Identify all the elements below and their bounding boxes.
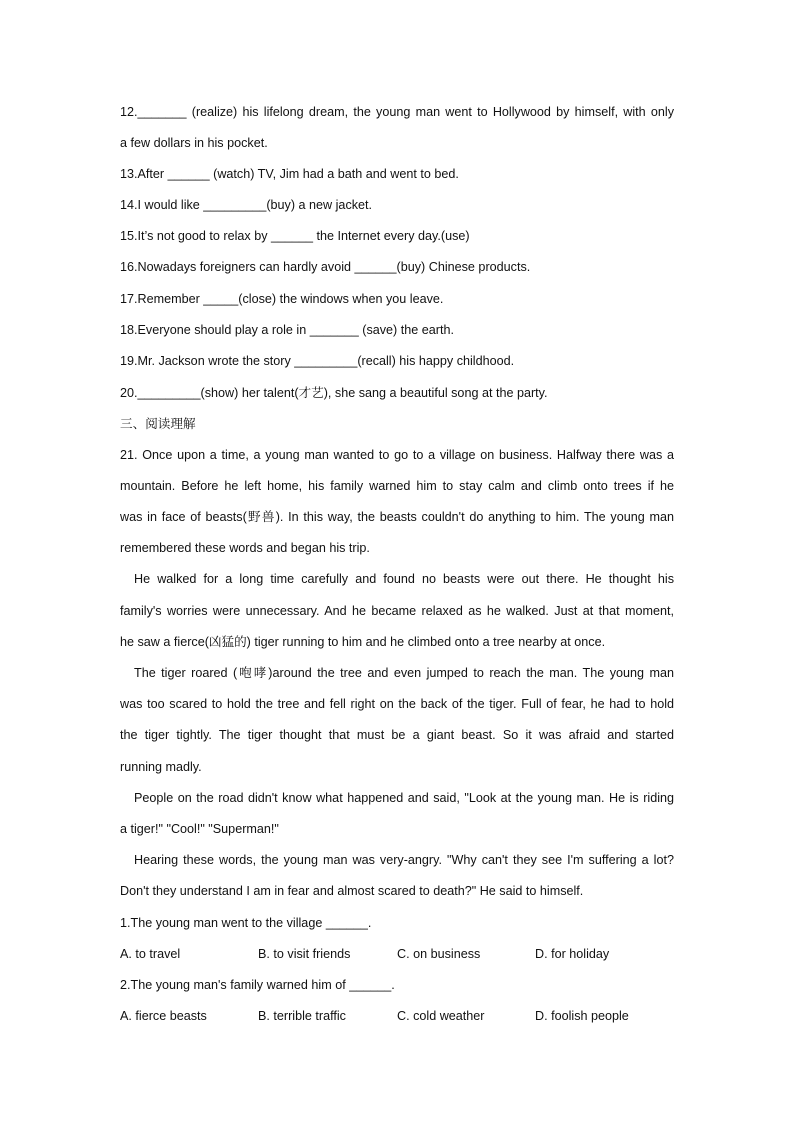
passage-line: the tiger tightly. The tiger thought that must be a giant beast. So it was afraid and started bbox=[120, 728, 674, 742]
question-12-line-2: a few dollars in his pocket. bbox=[120, 136, 268, 150]
question-16: 16.Nowadays foreigners can hardly avoid ______(buy) Chinese products. bbox=[120, 260, 531, 274]
option-c: C. on business bbox=[397, 947, 481, 961]
question-17: 17.Remember _____(close) the windows when you leave. bbox=[120, 292, 444, 306]
passage-line: Hearing these words, the young man was very-angry. "Why can't they see I'm suffering a lot? bbox=[134, 853, 674, 867]
option-b: B. to visit friends bbox=[258, 947, 351, 961]
passage-line: remembered these words and began his trip. bbox=[120, 541, 370, 555]
passage-line: He walked for a long time carefully and found no beasts were out there. He thought his bbox=[134, 572, 674, 586]
passage-line: The tiger roared (咆哮)around the tree and even jumped to reach the man. The young man bbox=[134, 666, 674, 680]
passage-line: was in face of beasts(野兽). In this way, the beasts couldn't do anything to him. The young man bbox=[120, 510, 674, 524]
question-14: 14.I would like _________(buy) a new jacket. bbox=[120, 198, 373, 212]
question-2-options bbox=[120, 1008, 674, 1024]
option-d: D. foolish people bbox=[535, 1009, 629, 1023]
passage-line: he saw a fierce(凶猛的) tiger running to him and he climbed onto a tree nearby at once. bbox=[120, 635, 606, 649]
passage-line: Don't they understand I am in fear and almost scared to death?" He said to himself. bbox=[120, 884, 584, 898]
option-a: A. fierce beasts bbox=[120, 1009, 207, 1023]
passage-line: a tiger!" "Cool!" "Superman!" bbox=[120, 822, 279, 836]
passage-line: running madly. bbox=[120, 760, 202, 774]
question-19: 19.Mr. Jackson wrote the story _________(recall) his happy childhood. bbox=[120, 354, 515, 368]
question-15: 15.It’s not good to relax by ______ the Internet every day.(use) bbox=[120, 229, 470, 243]
passage-line: 21. Once upon a time, a young man wanted to go to a village on business. Halfway there was a bbox=[120, 448, 674, 462]
passage-line: mountain. Before he left home, his family warned him to stay calm and climb onto trees if he bbox=[120, 479, 674, 493]
question-1-options bbox=[120, 946, 674, 962]
section-heading: 三、阅读理解 bbox=[120, 417, 196, 431]
option-b: B. terrible traffic bbox=[258, 1009, 346, 1023]
passage-line: was too scared to hold the tree and fell right on the back of the tiger. Full of fear, he had to hold bbox=[120, 697, 674, 711]
question-13: 13.After ______ (watch) TV, Jim had a bath and went to bed. bbox=[120, 167, 459, 181]
option-d: D. for holiday bbox=[535, 947, 610, 961]
question-18: 18.Everyone should play a role in _______ (save) the earth. bbox=[120, 323, 454, 337]
passage-line: People on the road didn't know what happened and said, "Look at the young man. He is riding bbox=[134, 791, 674, 805]
question-20: 20._________(show) her talent(才艺), she sang a beautiful song at the party. bbox=[120, 386, 548, 400]
option-a: A. to travel bbox=[120, 947, 181, 961]
passage-line: family's worries were unnecessary. And he became relaxed as he walked. Just at that moment, bbox=[120, 604, 674, 618]
question-2-stem: 2.The young man's family warned him of ______. bbox=[120, 978, 395, 992]
question-12-line-1: 12._______ (realize) his lifelong dream, the young man went to Hollywood by himself, with only bbox=[120, 105, 674, 119]
question-1-stem: 1.The young man went to the village ______. bbox=[120, 916, 372, 930]
option-c: C. cold weather bbox=[397, 1009, 485, 1023]
